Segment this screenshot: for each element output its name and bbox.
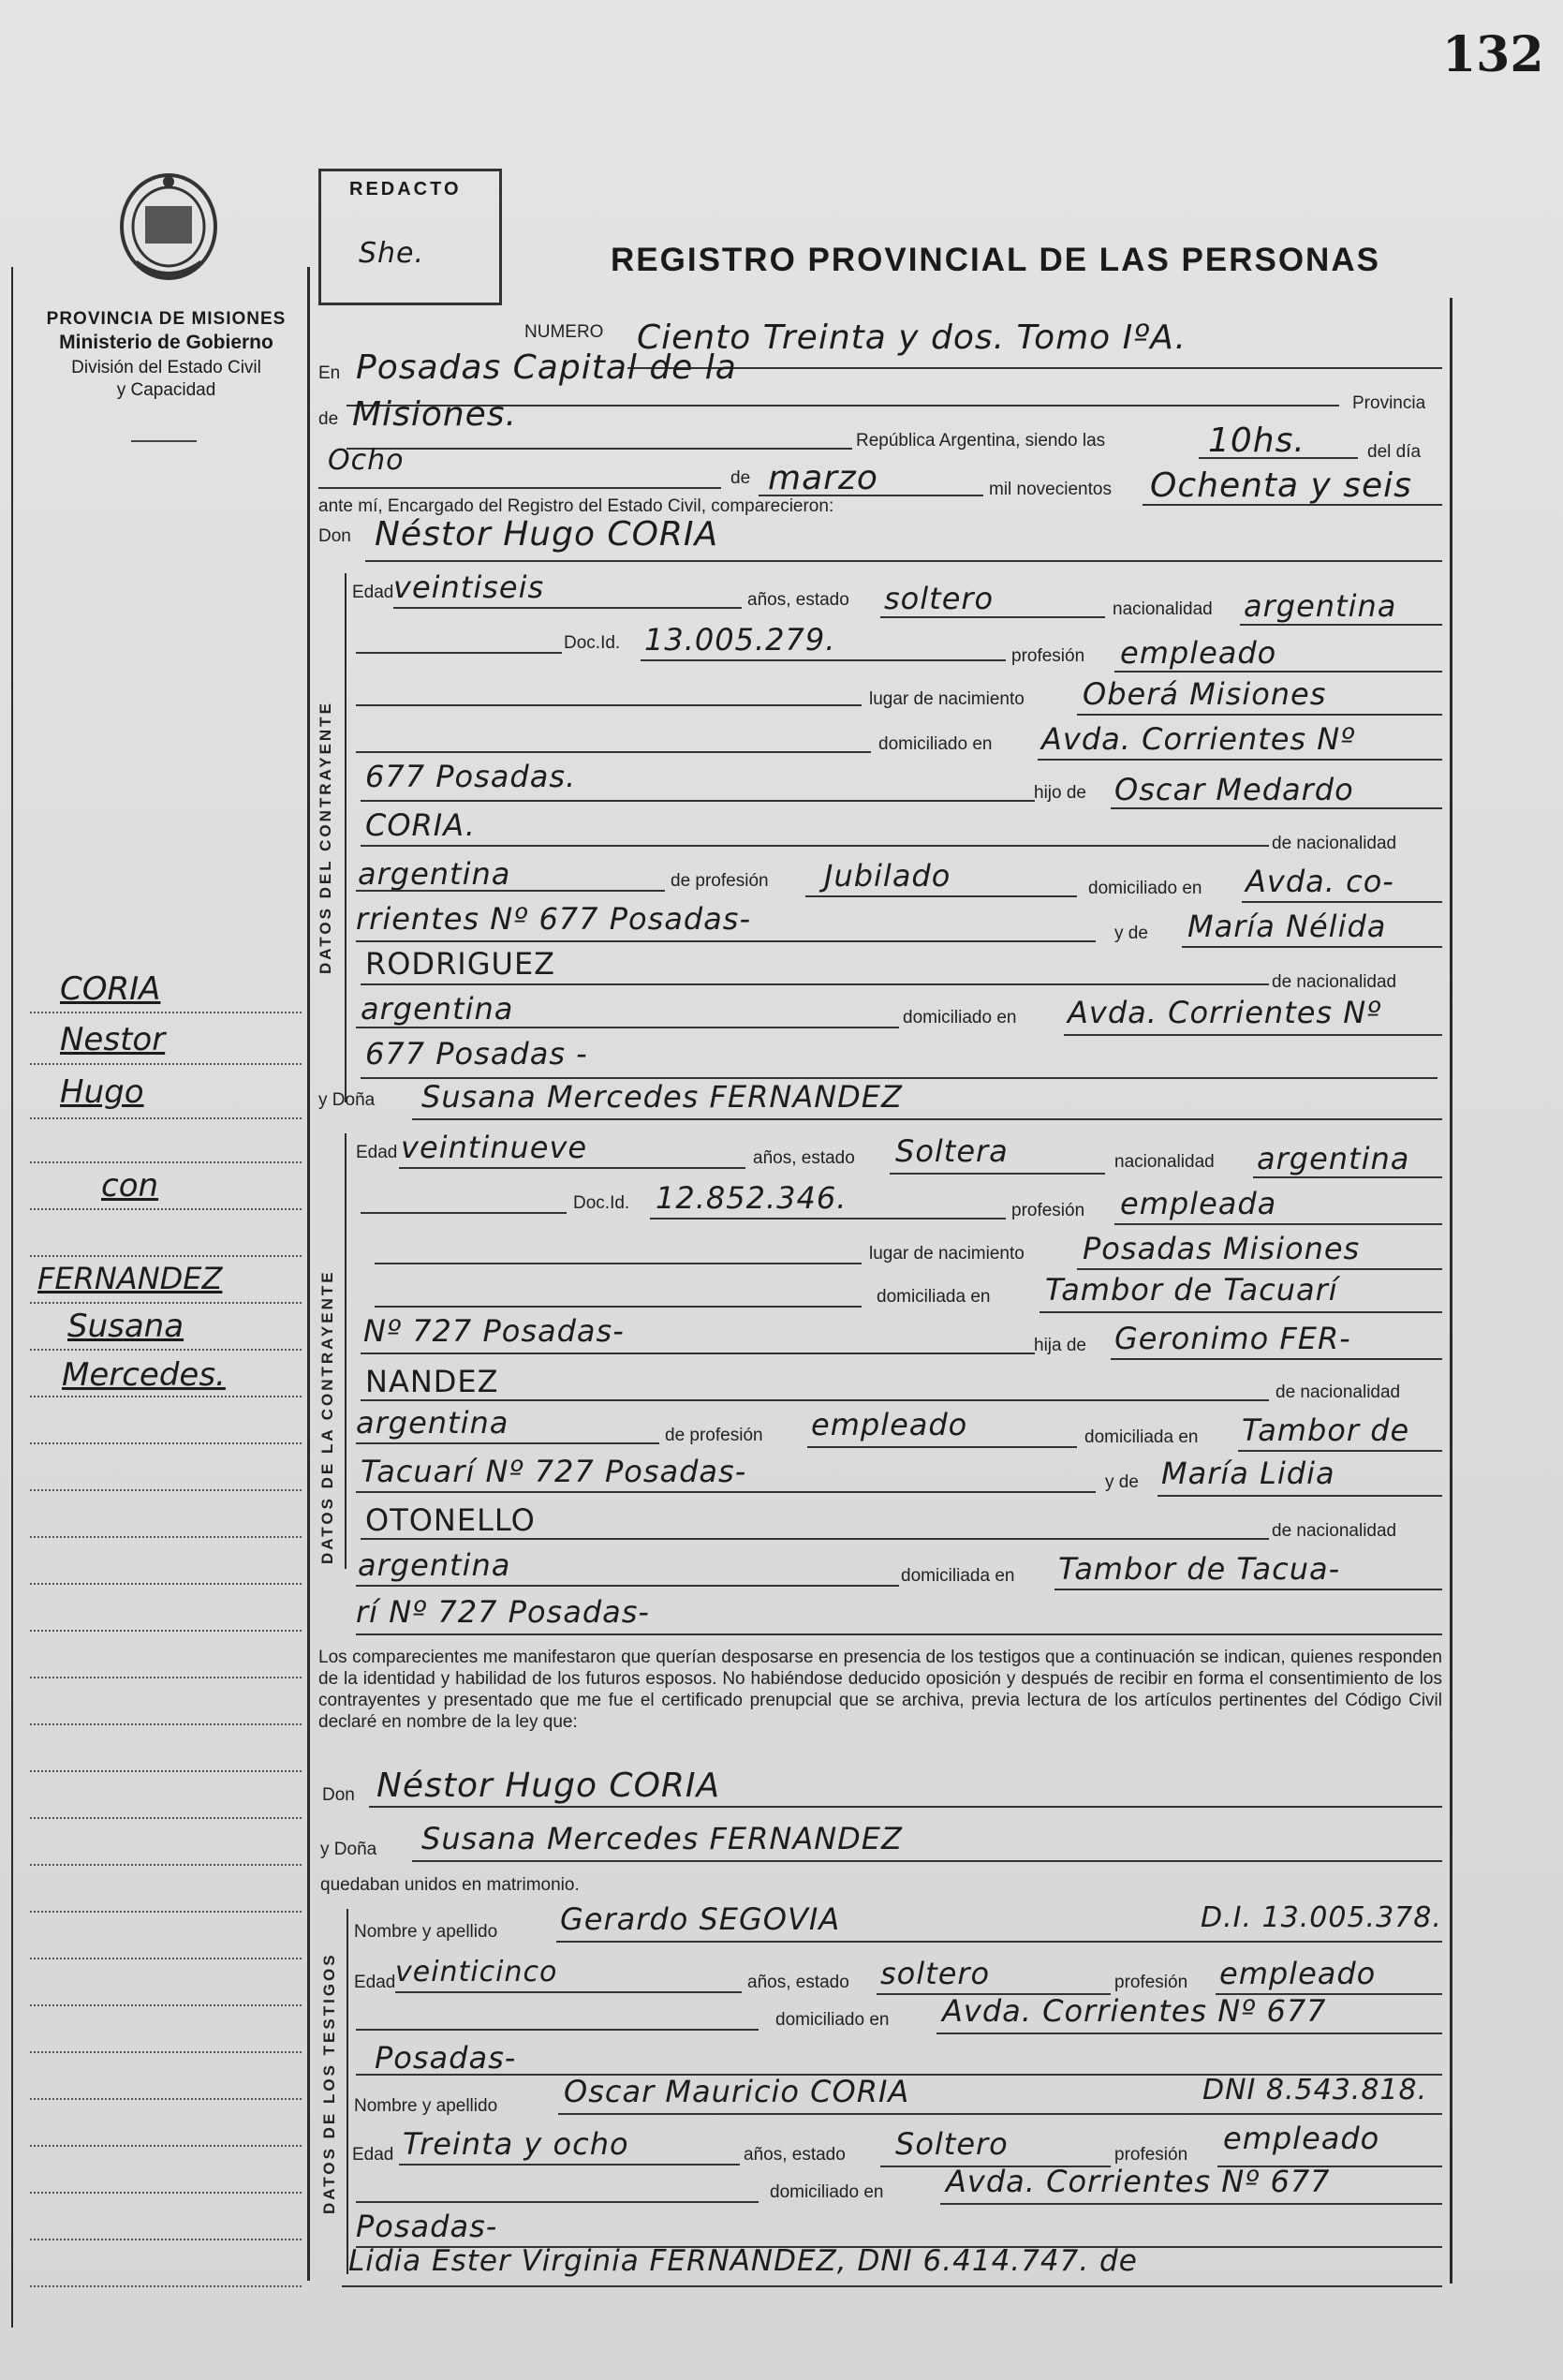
label-doc-1: Doc.Id. xyxy=(564,633,621,653)
acta-dia: Ocho xyxy=(328,444,405,477)
contrayente-nacionalidad: argentina xyxy=(1244,588,1397,624)
label-nombre-2: Nombre y apellido xyxy=(354,2096,498,2116)
label-don-2: Don xyxy=(322,1785,355,1805)
testigo-2-edad: Treinta y ocho xyxy=(403,2126,629,2162)
margin-name-0: CORIA xyxy=(60,970,161,1008)
label-domiciliada-3: domiciliada en xyxy=(901,1566,1015,1586)
division-line-1: División del Estado Civil xyxy=(71,358,261,377)
contrayenta-doc: 12.852.346. xyxy=(656,1180,848,1216)
testigo-2-doc: DNI 8.543.818. xyxy=(1202,2074,1428,2107)
label-lugar-nac-1: lugar de nacimiento xyxy=(869,689,1025,709)
testigo-2-nombre: Oscar Mauricio CORIA xyxy=(564,2074,910,2109)
label-y-de-1: y de xyxy=(1114,924,1148,943)
label-de-profesion-2: de profesión xyxy=(665,1426,763,1445)
label-nacionalidad-2: nacionalidad xyxy=(1114,1152,1215,1172)
contrayenta-padre-2: NANDEZ xyxy=(365,1364,499,1399)
testigo-1-edad: veinticinco xyxy=(395,1956,558,1988)
contrayente-domicilio-2: 677 Posadas. xyxy=(365,759,577,794)
label-anos-estado-1: años, estado xyxy=(747,590,849,610)
contrayente-lugar-nac: Oberá Misiones xyxy=(1083,676,1327,712)
redacto-box xyxy=(318,169,502,305)
contrayenta-padre-1: Geronimo FER- xyxy=(1114,1321,1351,1356)
testigo-1-domicilio-2: Posadas- xyxy=(375,2040,517,2076)
label-de-nac-1: de nacionalidad xyxy=(1272,834,1397,853)
contrayenta-madre-dom-2: rí Nº 727 Posadas- xyxy=(356,1594,650,1630)
label-numero: NUMERO xyxy=(524,322,604,342)
label-de-profesion-1: de profesión xyxy=(671,871,769,891)
label-y-de-2: y de xyxy=(1105,1472,1139,1492)
contrayente-padre-dom-1: Avda. co- xyxy=(1246,864,1394,899)
contrayenta-padre-dom-2: Tacuarí Nº 727 Posadas- xyxy=(361,1454,747,1489)
contrayente-padre-2: CORIA. xyxy=(365,807,476,843)
declaration-paragraph: Los comparecientes me manifestaron que querían desposarse en presencia de los testigos que a continuación se indican, quienes responden de la identidad y habilidad de los futuros esposos. No habiéndose deducido oposición y después de recibir en forma el consentimiento de los contrayentes y presentado que me fue el certificado prenupcial que se archiva, previa lectura de los artículos pertinentes del Código Civil declaré en nombre de la ley que: xyxy=(318,1648,1442,1732)
acta-provincia: Misiones. xyxy=(352,395,518,434)
contrayente-madre-nac: argentina xyxy=(361,991,514,1027)
label-domiciliado-2: domiciliado en xyxy=(1088,879,1202,898)
contrayente-padre-prof: Jubilado xyxy=(824,858,951,894)
label-profesion-2: profesión xyxy=(1011,1201,1085,1220)
label-lugar-nac-2: lugar de nacimiento xyxy=(869,1244,1025,1264)
testigo-2-domicilio-1: Avda. Corrientes Nº 677 xyxy=(946,2164,1331,2199)
label-domiciliado-3: domiciliado en xyxy=(903,1008,1017,1027)
testigo-2-domicilio-2: Posadas- xyxy=(356,2209,498,2244)
contrayente-madre-dom-2: 677 Posadas - xyxy=(365,1036,588,1072)
acta-anio: Ochenta y seis xyxy=(1150,466,1412,505)
label-datos-contrayenta: DATOS DE LA CONTRAYENTE xyxy=(318,1269,336,1564)
contrayenta-padre-dom-1: Tambor de xyxy=(1242,1412,1410,1448)
contrayente-madre-dom-1: Avda. Corrientes Nº xyxy=(1068,995,1382,1030)
label-domiciliada-2: domiciliada en xyxy=(1084,1427,1199,1447)
label-domiciliado-4: domiciliado en xyxy=(775,2010,890,2030)
label-dona-2: y Doña xyxy=(320,1840,377,1859)
contrayenta-madre-nac: argentina xyxy=(358,1547,511,1583)
label-profesion-1: profesión xyxy=(1011,646,1085,666)
label-nombre-1: Nombre y apellido xyxy=(354,1922,498,1942)
label-de-mes: de xyxy=(730,468,751,488)
testigo-1-nombre: Gerardo SEGOVIA xyxy=(560,1901,841,1937)
contrayenta-madre-1: María Lidia xyxy=(1161,1456,1335,1491)
testigo-1-domicilio-1: Avda. Corrientes Nº 677 xyxy=(942,1993,1327,2029)
contrayente-doc: 13.005.279. xyxy=(644,622,836,658)
label-provincia: Provincia xyxy=(1352,393,1426,413)
contrayenta-padre-nac: argentina xyxy=(356,1405,509,1441)
acta-lugar: Posadas Capital de la xyxy=(356,348,737,387)
acta-numero: Ciento Treinta y dos. Tomo IºA. xyxy=(637,318,1187,357)
contrayenta-profesion: empleada xyxy=(1120,1186,1277,1221)
testigo-2-estado: Soltero xyxy=(895,2126,1009,2162)
document-title: REGISTRO PROVINCIAL DE LAS PERSONAS xyxy=(611,242,1380,278)
margin-name-5: Susana xyxy=(67,1308,184,1345)
label-domiciliada-1: domiciliada en xyxy=(877,1287,991,1307)
testigo-2-profesion: empleado xyxy=(1223,2121,1380,2156)
label-domiciliado-5: domiciliado en xyxy=(770,2182,884,2202)
acta-mes: marzo xyxy=(768,459,878,497)
label-de-nac-4: de nacionalidad xyxy=(1272,1521,1397,1541)
label-anos-estado-3: años, estado xyxy=(747,1973,849,1992)
contrayenta-domicilio-1: Tambor de Tacuarí xyxy=(1045,1272,1338,1308)
contrayente-madre-2: RODRIGUEZ xyxy=(365,946,556,982)
label-dona: y Doña xyxy=(318,1090,376,1110)
declaracion-don: Néstor Hugo CORIA xyxy=(376,1767,721,1805)
label-edad-2: Edad xyxy=(356,1143,398,1162)
contrayente-edad: veintiseis xyxy=(393,569,545,605)
testigo-1-doc: D.I. 13.005.378. xyxy=(1201,1901,1442,1934)
label-del-dia: del día xyxy=(1367,442,1422,462)
contrayenta-madre-2: OTONELLO xyxy=(365,1502,536,1538)
margin-name-1: Nestor xyxy=(60,1021,166,1058)
declaracion-dona: Susana Mercedes FERNANDEZ xyxy=(421,1821,903,1856)
testigo-1-profesion: empleado xyxy=(1219,1956,1377,1991)
page-number: 132 xyxy=(1442,26,1544,83)
contrayenta-domicilio-2: Nº 727 Posadas- xyxy=(363,1313,625,1349)
label-anos-estado-2: años, estado xyxy=(753,1148,855,1168)
contrayente-padre-nac: argentina xyxy=(358,856,511,892)
provincial-seal-icon xyxy=(108,169,229,290)
contrayenta-lugar-nac: Posadas Misiones xyxy=(1083,1231,1361,1266)
margin-name-2: Hugo xyxy=(60,1073,144,1111)
margin-name-4: FERNANDEZ xyxy=(37,1261,223,1296)
contrayente-padre-dom-2: rrientes Nº 677 Posadas- xyxy=(356,901,751,937)
label-de: de xyxy=(318,409,339,429)
contrayenta-madre-dom-1: Tambor de Tacua- xyxy=(1058,1551,1341,1587)
testigo-extra-line: Lidia Ester Virginia FERNANDEZ, DNI 6.414.747. de xyxy=(348,2244,1138,2278)
acta-don: Néstor Hugo CORIA xyxy=(375,515,719,554)
redacto-label: REDACTO xyxy=(349,179,462,200)
label-quedaban: quedaban unidos en matrimonio. xyxy=(320,1875,580,1895)
acta-hora: 10hs. xyxy=(1208,421,1305,460)
ministry-name: Ministerio de Gobierno xyxy=(59,332,273,353)
label-mil: mil novecientos xyxy=(989,480,1112,499)
label-de-nac-3: de nacionalidad xyxy=(1275,1382,1401,1402)
contrayenta-padre-prof: empleado xyxy=(811,1407,968,1442)
contrayenta-nombre: Susana Mercedes FERNANDEZ xyxy=(421,1079,903,1115)
province-name: PROVINCIA DE MISIONES xyxy=(46,309,287,329)
contrayente-domicilio-1: Avda. Corrientes Nº xyxy=(1041,721,1356,757)
label-domiciliado-1: domiciliado en xyxy=(878,734,993,754)
label-datos-contrayente: DATOS DEL CONTRAYENTE xyxy=(317,701,334,974)
label-anos-estado-4: años, estado xyxy=(744,2145,846,2165)
contrayenta-edad: veintinueve xyxy=(401,1130,588,1165)
contrayente-padre-1: Oscar Medardo xyxy=(1114,772,1354,807)
label-datos-testigos: DATOS DE LOS TESTIGOS xyxy=(320,1952,338,2214)
contrayenta-estado: Soltera xyxy=(895,1133,1009,1169)
label-hija-de: hija de xyxy=(1034,1336,1086,1355)
label-edad-3: Edad xyxy=(354,1973,396,1992)
label-republica: República Argentina, siendo las xyxy=(856,431,1106,451)
label-profesion-4: profesión xyxy=(1114,2145,1188,2165)
redacto-value: She. xyxy=(359,237,425,270)
label-doc-2: Doc.Id. xyxy=(573,1193,630,1213)
margin-name-6: Mercedes. xyxy=(62,1356,226,1394)
label-don: Don xyxy=(318,526,351,546)
margin-name-3: con xyxy=(101,1167,159,1205)
testigo-1-estado: soltero xyxy=(880,1956,991,1991)
contrayenta-nacionalidad: argentina xyxy=(1257,1141,1410,1176)
label-profesion-3: profesión xyxy=(1114,1973,1188,1992)
label-hijo-de: hijo de xyxy=(1034,783,1086,803)
label-en: En xyxy=(318,363,341,383)
label-de-nac-2: de nacionalidad xyxy=(1272,972,1397,992)
contrayente-madre-1: María Nélida xyxy=(1187,909,1387,944)
label-edad-4: Edad xyxy=(352,2145,394,2165)
division-line-2: y Capacidad xyxy=(116,380,216,400)
contrayente-estado: soltero xyxy=(884,581,995,616)
label-edad-1: Edad xyxy=(352,583,394,602)
label-ante: ante mí, Encargado del Registro del Estado Civil, comparecieron: xyxy=(318,496,834,516)
label-nacionalidad-1: nacionalidad xyxy=(1113,599,1213,619)
contrayente-profesion: empleado xyxy=(1120,635,1277,671)
